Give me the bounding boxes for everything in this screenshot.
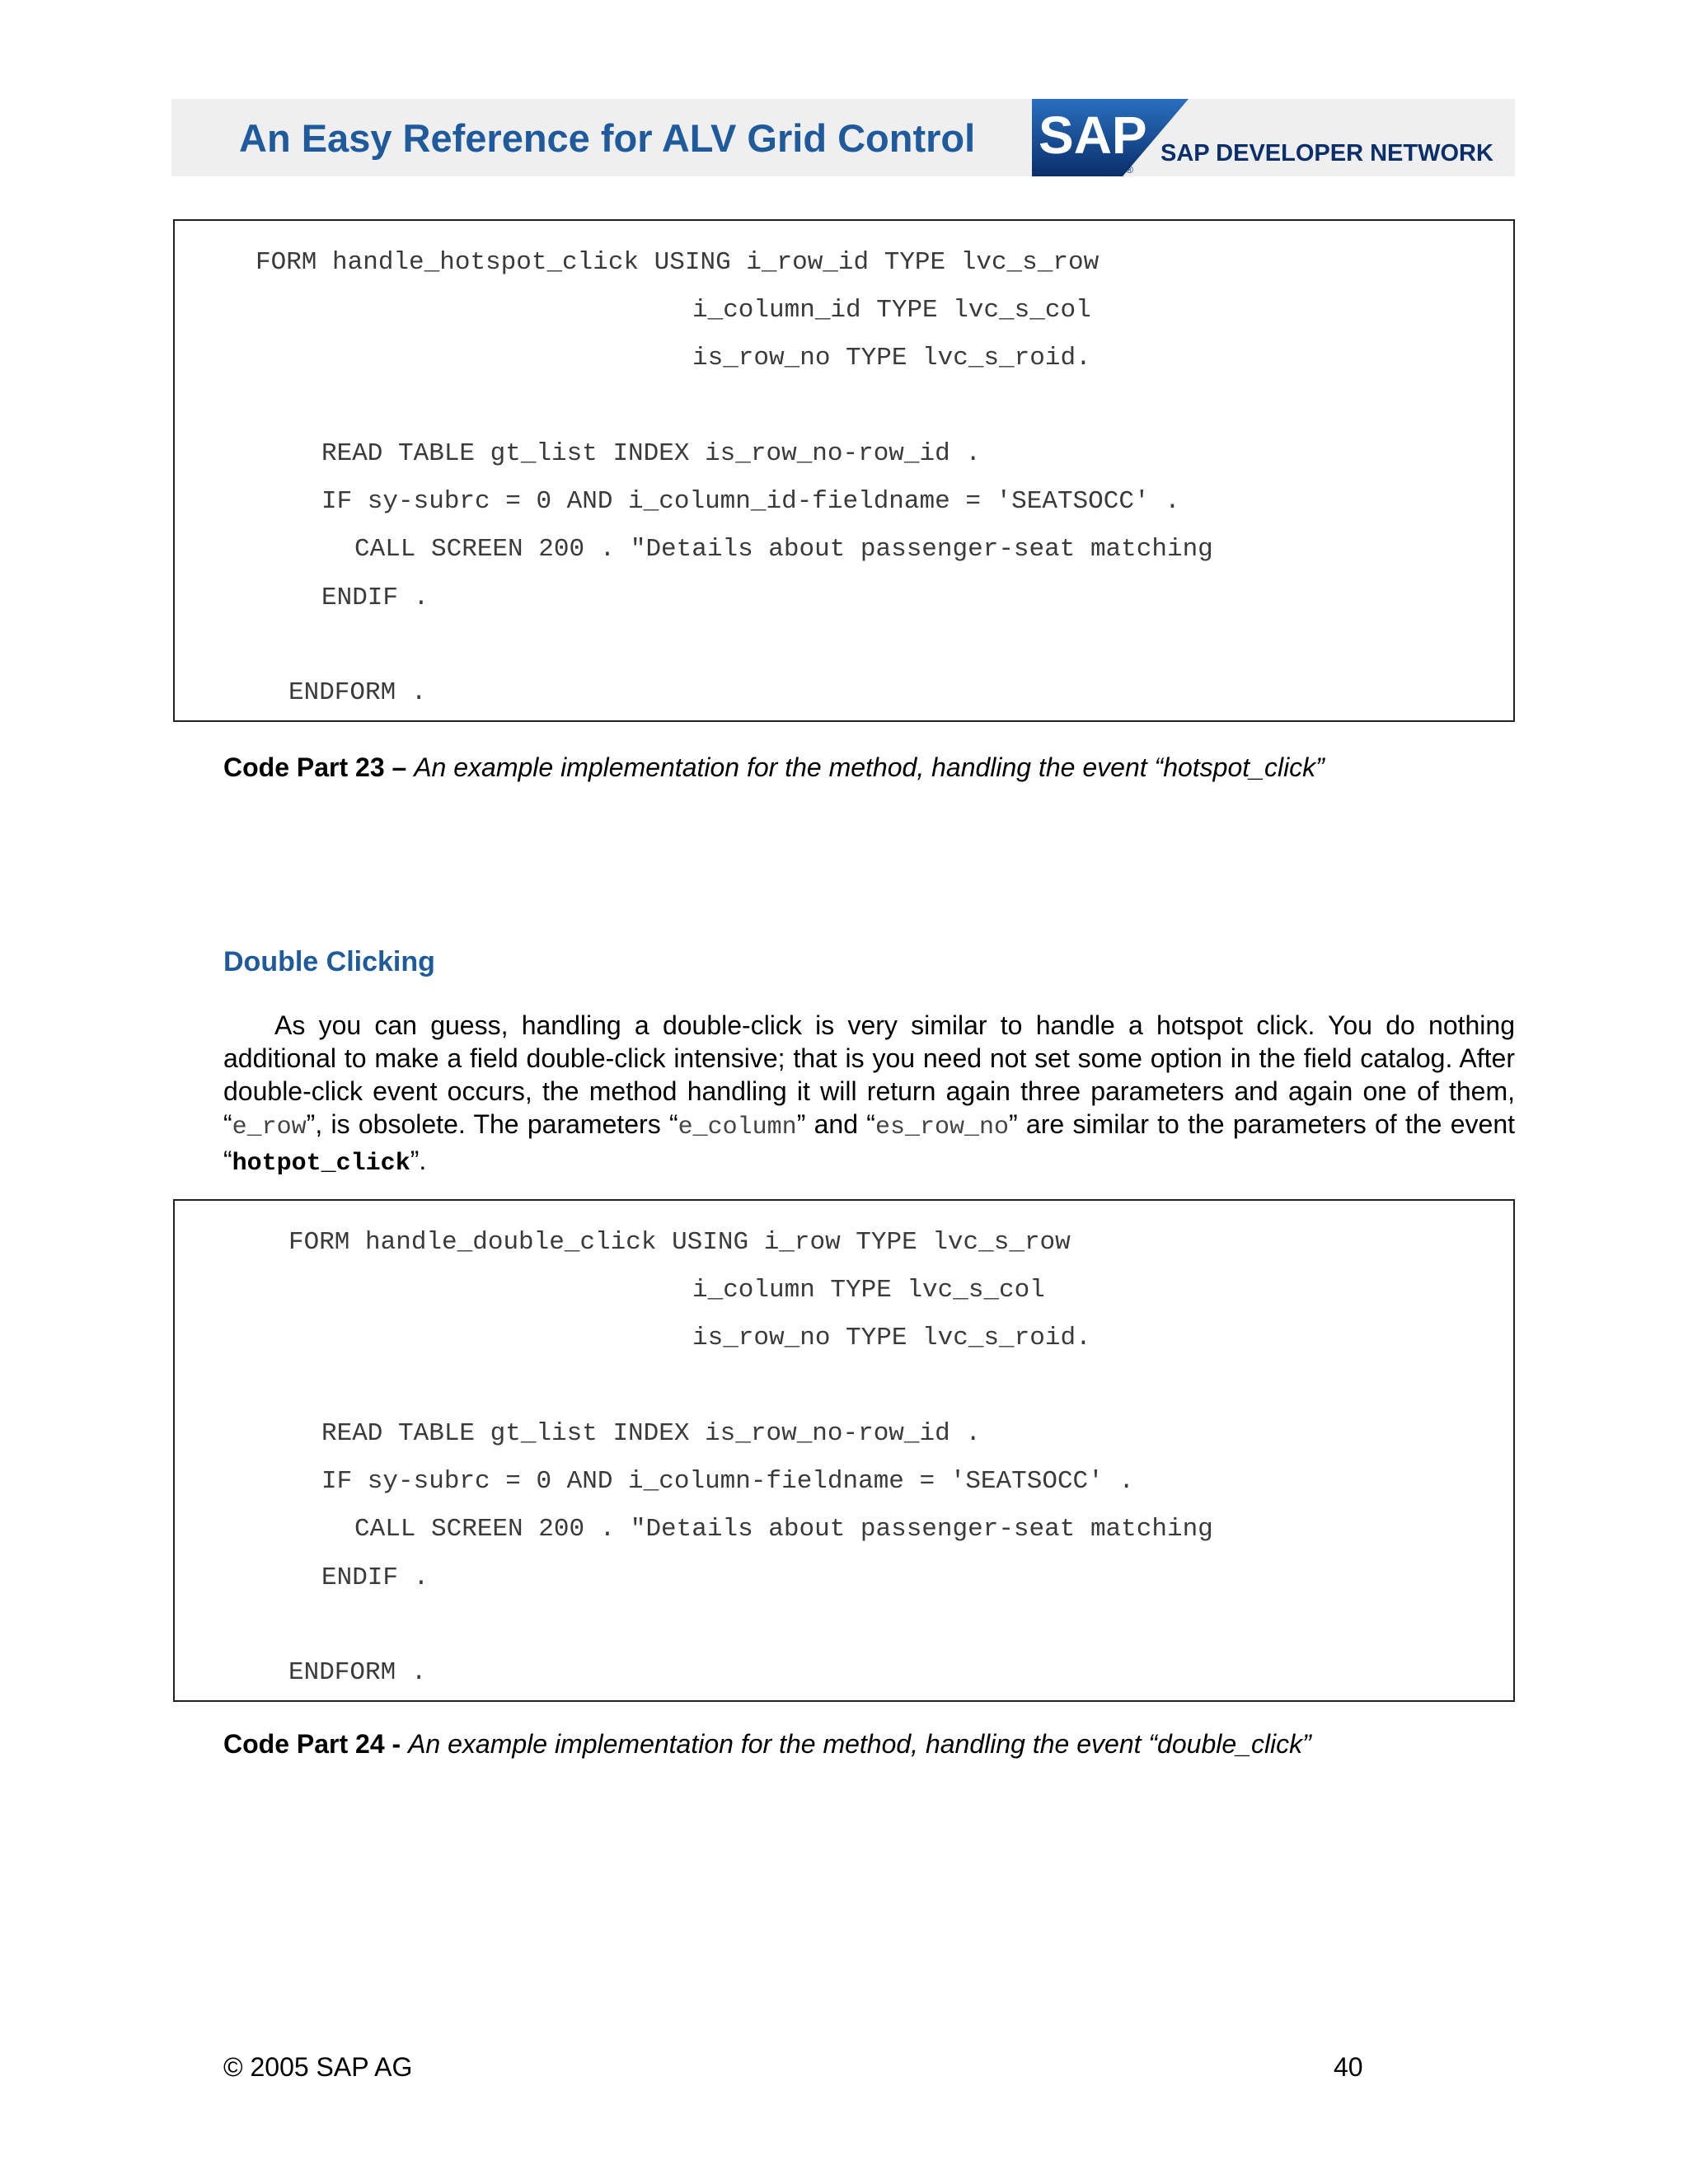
- section-heading: Double Clicking: [223, 946, 435, 977]
- inline-code: es_row_no: [874, 1113, 1009, 1141]
- inline-code: e_column: [678, 1113, 797, 1141]
- caption-text: An example implementation for the method, handling the event “double_click”: [408, 1729, 1311, 1759]
- code-block-23: [173, 219, 1515, 722]
- caption-label: Code Part 24 -: [223, 1729, 409, 1759]
- paragraph-text: ” are similar to the parameters of the event “: [223, 1109, 1516, 1175]
- code-line: FORM handle_double_click USING i_row TYPE lvc_s_row: [288, 1228, 1071, 1257]
- sap-logo-icon: [1032, 99, 1493, 176]
- inline-code: e_row: [232, 1113, 307, 1141]
- document-title: An Easy Reference for ALV Grid Control: [239, 116, 976, 160]
- paragraph-text: ”.: [410, 1146, 427, 1175]
- body-paragraph: [223, 1009, 1515, 1180]
- code-line: is_row_no TYPE lvc_s_roid.: [692, 344, 1091, 373]
- sap-developer-network-text: SAP DEVELOPER NETWORK: [1160, 140, 1493, 166]
- sap-logo-text: SAP: [1039, 105, 1147, 165]
- footer-copyright: © 2005 SAP AG: [223, 2052, 413, 2082]
- paragraph-text: ”, is obsolete. The parameters “: [306, 1109, 678, 1139]
- code-line: is_row_no TYPE lvc_s_roid.: [692, 1324, 1091, 1352]
- code-line: READ TABLE gt_list INDEX is_row_no-row_id .: [321, 1419, 981, 1448]
- code-line: IF sy-subrc = 0 AND i_column-fieldname = 'SEATSOCC' .: [321, 1467, 1134, 1496]
- caption-code-part-23: [223, 752, 1325, 783]
- code-line: ENDIF .: [321, 583, 429, 612]
- code-line: ENDFORM .: [288, 678, 427, 707]
- page-number: 40: [1334, 2052, 1363, 2082]
- code-block-24: [173, 1199, 1515, 1702]
- code-line: READ TABLE gt_list INDEX is_row_no-row_id .: [321, 439, 981, 468]
- caption-text: An example implementation for the method, handling the event “hotspot_click”: [414, 752, 1325, 782]
- code-line: IF sy-subrc = 0 AND i_column_id-fieldname = 'SEATSOCC' .: [321, 487, 1180, 516]
- code-line: ENDIF .: [321, 1563, 429, 1592]
- paragraph-text: ” and “: [796, 1109, 875, 1139]
- code-line: FORM handle_hotspot_click USING i_row_id TYPE lvc_s_row: [256, 248, 1100, 277]
- code-line: CALL SCREEN 200 . "Details about passenger-seat matching: [354, 1515, 1213, 1544]
- code-line: i_column_id TYPE lvc_s_col: [692, 296, 1091, 325]
- inline-code-bold: hotpot_click: [232, 1150, 410, 1178]
- paragraph-text: As you can guess, handling a double-click is very similar to handle a hotspot click. You do nothing additional to make a field double-click intensive; that is you need not set some option in the field catalog. After double-click event occurs, the method handling it will return again three parameters and again one of them, “: [223, 1010, 1515, 1139]
- code-line: CALL SCREEN 200 . "Details about passenger-seat matching: [354, 535, 1213, 564]
- caption-code-part-24: [223, 1729, 1311, 1760]
- registered-mark: ®: [1126, 164, 1133, 176]
- caption-label: Code Part 23 –: [223, 752, 415, 782]
- sap-logo: [1032, 99, 1493, 176]
- code-line: i_column TYPE lvc_s_col: [692, 1276, 1045, 1305]
- code-line: ENDFORM .: [288, 1658, 427, 1687]
